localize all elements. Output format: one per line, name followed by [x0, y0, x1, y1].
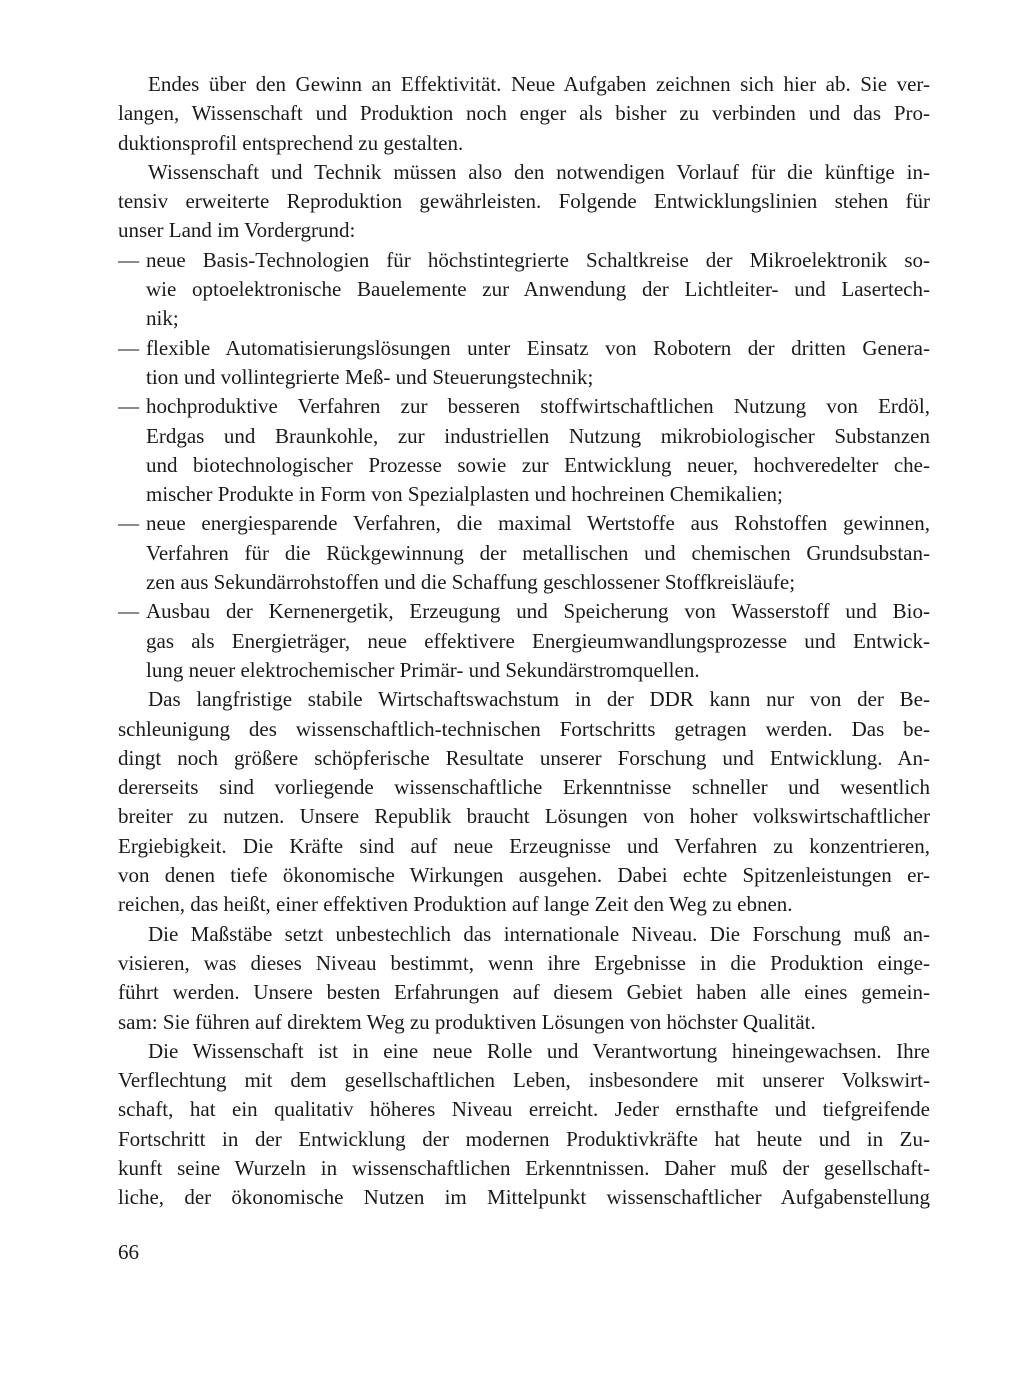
text-line	[118, 334, 930, 363]
text-line	[118, 509, 930, 538]
text-line: breiter zu nutzen. Unsere Republik braucht Lösungen von hoher volkswirtschaftlicher	[118, 804, 930, 829]
text-line: unser Land im Vordergrund:	[118, 218, 356, 243]
text-line: duktionsprofil entsprechend zu gestalten.	[118, 130, 464, 155]
page-number: 66	[118, 1240, 139, 1264]
text-line: Die Maßstäbe setzt unbestechlich das internationale Niveau. Die Forschung muß an-	[148, 921, 930, 946]
text-line: und biotechnologischer Prozesse sowie zur Entwicklung neuer, hochveredelter che-	[146, 452, 930, 477]
text-line: langen, Wissenschaft und Produktion noch enger als bisher zu verbinden und das Pro-	[118, 101, 930, 126]
text-line: Erdgas und Braunkohle, zur industriellen Nutzung mikrobiologischer Substanzen	[146, 423, 930, 448]
text-line: Verflechtung mit dem gesellschaftlichen Leben, insbesondere mit unserer Volkswirt-	[118, 1068, 930, 1093]
text-line: sam: Sie führen auf direktem Weg zu produktiven Lösungen von höchster Qualität.	[118, 1009, 816, 1034]
text-line	[118, 392, 930, 421]
text-line: Die Wissenschaft ist in eine neue Rolle und Verantwortung hineingewachsen. Ihre	[148, 1038, 930, 1063]
text-line: visieren, was dieses Niveau bestimmt, wenn ihre Ergebnisse in die Produktion einge-	[118, 950, 930, 975]
bullet-item	[118, 246, 930, 334]
bullet-text: neue Basis-Technologien für höchstintegrierte Schaltkreise der Mikroelektronik so-	[146, 247, 930, 272]
text-line: liche, der ökonomische Nutzen im Mittelpunkt wissenschaftlicher Aufgabenstellung	[118, 1185, 930, 1210]
bullet-text: neue energiesparende Verfahren, die maximal Wertstoffe aus Rohstoffen gewinnen,	[146, 511, 930, 536]
text-line: wie optoelektronische Bauelemente zur Anwendung der Lichtleiter- und Lasertech-	[146, 277, 930, 302]
text-line: von denen tiefe ökonomische Wirkungen ausgehen. Dabei echte Spitzenleistungen er-	[118, 863, 930, 888]
text-line: schaft, hat ein qualitativ höheres Niveau erreicht. Jeder ernsthafte und tiefgreifende	[118, 1097, 930, 1122]
text-line: mischer Produkte in Form von Spezialplasten und hochreinen Chemikalien;	[146, 482, 783, 507]
bullet-text: flexible Automatisierungslösungen unter Einsatz von Robotern der dritten Genera-	[146, 335, 930, 360]
text-line: Das langfristige stabile Wirtschaftswachstum in der DDR kann nur von der Be-	[148, 687, 930, 712]
text-line: nik;	[146, 306, 179, 331]
paragraph	[118, 920, 930, 1037]
text-line: gas als Energieträger, neue effektivere Energieumwandlungsprozesse und Entwick-	[146, 628, 930, 653]
bullet-item	[118, 392, 930, 509]
text-line: reichen, das heißt, einer effektiven Produktion auf lange Zeit den Weg zu ebnen.	[118, 892, 793, 917]
text-line: schleunigung des wissenschaftlich-technischen Fortschritts getragen werden. Das be-	[118, 716, 930, 741]
bullet-item	[118, 597, 930, 685]
paragraph	[118, 685, 930, 919]
paragraph	[118, 158, 930, 246]
text-line: lung neuer elektrochemischer Primär- und Sekundärstromquellen.	[146, 657, 700, 682]
bullet-dash: —	[118, 511, 139, 536]
page-body	[118, 70, 930, 1213]
text-line: zen aus Sekundärrohstoffen und die Schaffung geschlossener Stoffkreisläufe;	[146, 570, 796, 595]
bullet-text: hochproduktive Verfahren zur besseren stoffwirtschaftlichen Nutzung von Erdöl,	[146, 394, 930, 419]
bullet-dash: —	[118, 335, 139, 360]
text-line: Fortschritt in der Entwicklung der modernen Produktivkräfte hat heute und in Zu-	[118, 1126, 930, 1151]
text-line: tion und vollintegrierte Meß- und Steuerungstechnik;	[146, 364, 594, 389]
text-content	[118, 70, 930, 1213]
text-line: Verfahren für die Rückgewinnung der metallischen und chemischen Grundsubstan-	[146, 540, 930, 565]
text-line	[118, 246, 930, 275]
bullet-item	[118, 509, 930, 597]
text-line: kunft seine Wurzeln in wissenschaftlichen Erkenntnissen. Daher muß der gesellschaft-	[118, 1155, 930, 1180]
text-line: tensiv erweiterte Reproduktion gewährleisten. Folgende Entwicklungslinien stehen für	[118, 189, 930, 214]
text-line: Wissenschaft und Technik müssen also den notwendigen Vorlauf für die künftige in-	[148, 159, 930, 184]
paragraph	[118, 70, 930, 158]
bullet-item	[118, 334, 930, 393]
text-line	[118, 597, 930, 626]
text-line: dingt noch größere schöpferische Resultate unserer Forschung und Entwicklung. An-	[118, 745, 930, 770]
bullet-text: Ausbau der Kernenergetik, Erzeugung und Speicherung von Wasserstoff und Bio-	[146, 599, 930, 624]
text-line: dererseits sind vorliegende wissenschaftliche Erkenntnisse schneller und wesentlich	[118, 775, 930, 800]
bullet-dash: —	[118, 394, 139, 419]
text-line: Endes über den Gewinn an Effektivität. Neue Aufgaben zeichnen sich hier ab. Sie ver-	[148, 72, 930, 96]
text-line: Ergiebigkeit. Die Kräfte sind auf neue Erzeugnisse und Verfahren zu konzentrieren,	[118, 833, 930, 858]
bullet-dash: —	[118, 247, 139, 272]
text-line: führt werden. Unsere besten Erfahrungen auf diesem Gebiet haben alle eines gemein-	[118, 980, 930, 1005]
paragraph	[118, 1037, 930, 1213]
bullet-dash: —	[118, 599, 139, 624]
